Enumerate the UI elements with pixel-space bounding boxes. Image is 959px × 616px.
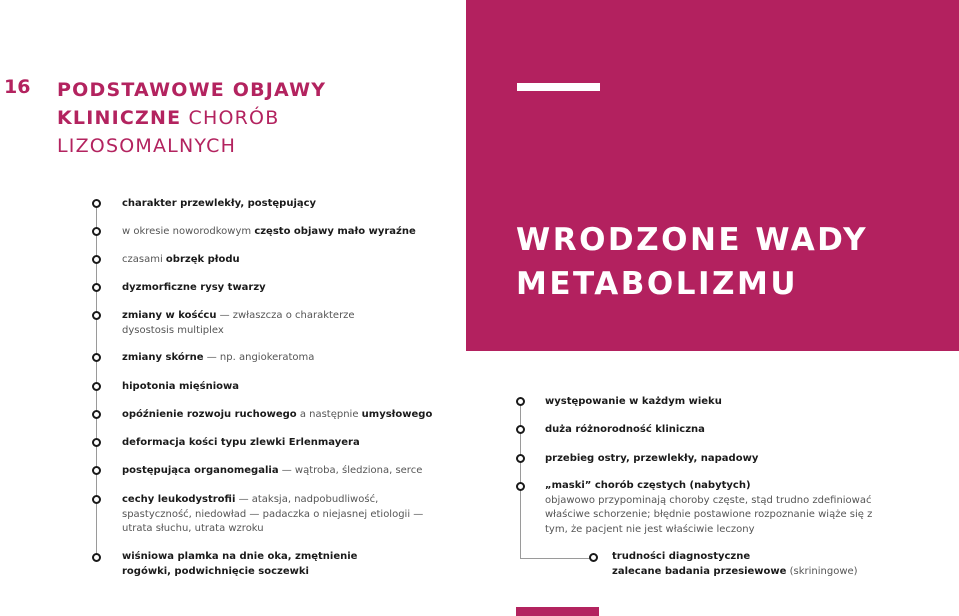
- list-item: duża różnorodność kliniczna: [545, 424, 705, 435]
- bullet-dot: [92, 311, 101, 320]
- title-line1: PODSTAWOWE OBJAWY: [57, 79, 327, 101]
- bullet-dot: [92, 353, 101, 362]
- list-item: trudności diagnostyczne zalecane badania przesiewowe (skriningowe): [612, 551, 858, 577]
- bullet-dot: [516, 454, 525, 463]
- list-item: „maski” chorób częstych (nabytych) objawowo przypominają choroby częste, stąd trudno zdefiniować właściwe schorzenie; błędnie postawione rozpoznanie wiąże się z tym, że pacjent nie jest właściwie leczony: [545, 480, 873, 535]
- list-item: charakter przewlekły, postępujący: [122, 198, 317, 209]
- connector-line: [520, 558, 593, 559]
- panel-title-line1: WRODZONE WADY: [516, 222, 869, 258]
- bullet-dot: [92, 495, 101, 504]
- bullet-dot: [92, 466, 101, 475]
- list-item: hipotonia mięśniowa: [122, 381, 239, 392]
- bullet-dot: [92, 553, 101, 562]
- panel-title-line2: METABOLIZMU: [516, 266, 799, 302]
- title-line3: LIZOSOMALNYCH: [57, 135, 237, 157]
- footer-accent-bar: [516, 607, 599, 616]
- panel-title: [516, 218, 946, 306]
- bullet-dot: [516, 425, 525, 434]
- page-number-left: 16: [4, 76, 31, 98]
- list-item: zmiany skórne — np. angiokeratoma: [122, 352, 315, 363]
- bullet-dot: [92, 227, 101, 236]
- title-line2-bold: KLINICZNE: [57, 107, 182, 129]
- list-item: w okresie noworodkowym często objawy mało wyraźne: [122, 226, 416, 237]
- list-item: deformacja kości typu zlewki Erlenmayera: [122, 437, 360, 448]
- list-item: przebieg ostry, przewlekły, napadowy: [545, 453, 759, 464]
- bullet-dot: [92, 199, 101, 208]
- bullet-dot: [92, 410, 101, 419]
- bullet-dot: [92, 255, 101, 264]
- list-item: występowanie w każdym wieku: [545, 396, 722, 407]
- bullet-dot: [92, 382, 101, 391]
- list-item: zmiany w kośćcu — zwłaszcza o charakterze dysostosis multiplex: [122, 310, 355, 336]
- list-item: postępująca organomegalia — wątroba, śledziona, serce: [122, 465, 423, 476]
- list-item: wiśniowa plamka na dnie oka, zmętnienie rogówki, podwichnięcie soczewki: [122, 551, 358, 577]
- list-item: dyzmorficzne rysy twarzy: [122, 282, 266, 293]
- bullet-dot: [92, 438, 101, 447]
- bullet-dot: [92, 283, 101, 292]
- list-item: opóźnienie rozwoju ruchowego a następnie umysłowego: [122, 409, 433, 420]
- list-item: czasami obrzęk płodu: [122, 254, 240, 265]
- section-title: [57, 76, 387, 160]
- panel-accent-bar: [517, 83, 600, 91]
- bullet-dot: [516, 482, 525, 491]
- title-line2-light: CHORÓB: [188, 107, 280, 129]
- bullet-dot: [516, 397, 525, 406]
- list-item: cechy leukodystrofii — ataksja, nadpobudliwość, spastyczność, niedowład — padaczka o niejasnej etiologii — utrata słuchu, utrata wzroku: [122, 494, 424, 534]
- bullet-dot: [589, 553, 598, 562]
